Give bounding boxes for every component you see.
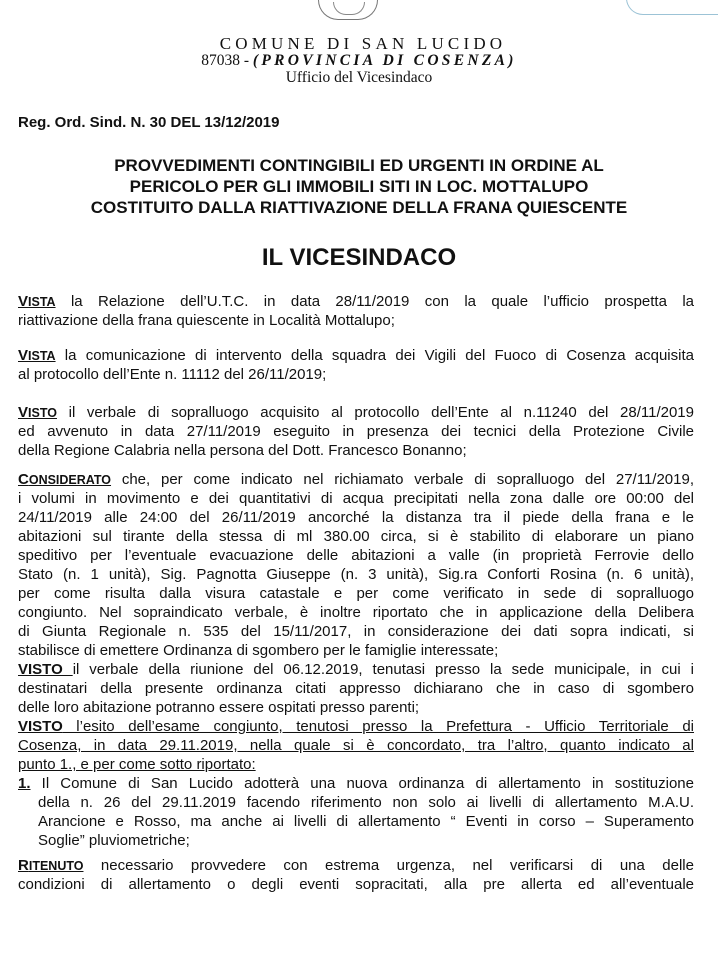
keyword: VISTA xyxy=(18,293,56,310)
list-number: 1. xyxy=(18,775,31,792)
paragraph-line: Stato (n. 1 unità), Sig. Pagnotta Giuseppe (n. 3 unità), Sig.ra Conforti Rosina (n. 6 unità), xyxy=(18,566,694,583)
paragraph-line: VISTA la Relazione dell’U.T.C. in data 28/11/2019 con la quale l’ufficio prospetta la xyxy=(18,293,694,310)
comune-name: COMUNE DI SAN LUCIDO xyxy=(219,34,507,53)
keyword: VISTO xyxy=(18,404,57,421)
paragraph-line: VISTA la comunicazione di intervento della squadra dei Vigili del Fuoco di Cosenza acquisita xyxy=(18,347,694,364)
paragraph-line: speditivo per l’eventuale evacuazione delle abitazioni a valle (in proprietà Ferrovie dello xyxy=(18,547,694,564)
title-line: COSTITUITO DALLA RIATTIVAZIONE DELLA FRANA QUIESCENTE xyxy=(90,198,628,217)
paragraph-line: della Regione Calabria nella persona del Dott. Francesco Bonanno; xyxy=(18,442,467,459)
section-heading: IL VICESINDACO xyxy=(261,244,457,271)
keyword: CONSIDERATO xyxy=(18,471,112,488)
paragraph-line: per come risulta dalla visura catastale e per come verificato in sede di sopralluogo xyxy=(18,585,694,602)
keyword: VISTA xyxy=(18,347,56,364)
title-line: PERICOLO PER GLI IMMOBILI SITI IN LOC. MOTTALUPO xyxy=(129,177,589,196)
paragraph-line: stabilisce di emettere Ordinanza di sgombero per le famiglie interessate; xyxy=(18,642,499,659)
paragraph-line: abitazioni sul tirante della stessa di ml 380.00 circa, si è stabilito di elaborare un piano xyxy=(18,528,694,545)
paragraph-line: delle loro abitazione potranno essere ospitati presso parenti; xyxy=(18,699,420,716)
list-item-line: della n. 26 del 29.11.2019 facendo riferimento non solo ai livelli di allertamento M.A.U. xyxy=(38,794,694,811)
paragraph-line: ed avvenuto in data 27/11/2019 eseguito in presenza dei tecnici della Protezione Civile xyxy=(18,423,694,440)
provincia-name: (PROVINCIA DI COSENZA) xyxy=(252,52,517,69)
keyword: VISTO xyxy=(18,718,63,735)
paragraph-line: punto 1., e per come sotto riportato: xyxy=(18,756,256,773)
document-title xyxy=(0,155,718,218)
paragraph-line: di Giunta Regionale n. 535 del 15/11/2017, in considerazione dei dati sopra indicati, si xyxy=(18,623,694,640)
cap-code: 87038 - xyxy=(201,52,253,69)
paragraph-line: CONSIDERATO che, per come indicato nel richiamato verbale di sopralluogo del 27/11/2019, xyxy=(18,471,694,488)
paragraph-line: 24/11/2019 alle 24:00 del 26/11/2019 ancorché la distanza tra il piede della frana e le xyxy=(18,509,694,526)
title-line: PROVVEDIMENTI CONTINGIBILI ED URGENTI IN ORDINE AL xyxy=(114,156,604,175)
ordinance-reference: Reg. Ord. Sind. N. 30 DEL 13/12/2019 xyxy=(18,114,280,131)
provincia-line xyxy=(0,52,718,70)
paragraph-line: RITENUTO necessario provvedere con estrema urgenza, nel verificarsi di una delle xyxy=(18,857,694,874)
paragraph-line: condizioni di allertamento o degli eventi sopracitati, alla pre allerta ed all’eventuale xyxy=(18,876,694,893)
paragraph-line: i volumi in movimento e dei quantitativi di acqua precipitati nella zona dalle ore 00:00 del xyxy=(18,490,694,507)
paragraph-line: al protocollo dell’Ente n. 11112 del 26/11/2019; xyxy=(18,366,327,383)
paragraph-line: VISTO il verbale di sopralluogo acquisito al protocollo dell’Ente al n.11240 del 28/11/2019 xyxy=(18,404,694,421)
ufficio-name: Ufficio del Vicesindaco xyxy=(285,69,433,86)
list-item-line: 1. Il Comune di San Lucido adotterà una nuova ordinanza di allertamento in sostituzione xyxy=(18,775,694,792)
municipal-crest-icon xyxy=(318,0,378,20)
paragraph-line: Cosenza, in data 29.11.2019, nella quale si è concordato, tra l’altro, quanto indicato al xyxy=(18,737,694,754)
paragraph-line: congiunto. Nel sopraindicato verbale, è inoltre riportato che in applicazione della Delibera xyxy=(18,604,694,621)
keyword: VISTO xyxy=(18,661,73,678)
paragraph-line: riattivazione della frana quiescente in Località Mottalupo; xyxy=(18,312,395,329)
list-item-line: Arancione e Rosso, ma anche ai livelli di allertamento “ Eventi in corso – Superamento xyxy=(38,813,694,830)
paragraph-line: destinatari della presente ordinanza citati appresso dichiarano che in caso di sgombero xyxy=(18,680,694,697)
keyword: RITENUTO xyxy=(18,857,84,874)
stamp-mark-icon xyxy=(626,0,718,15)
paragraph-line: VISTO l’esito dell’esame congiunto, tenutosi presso la Prefettura - Ufficio Territoriale di xyxy=(18,718,694,735)
paragraph-line: VISTO il verbale della riunione del 06.12.2019, tenutasi presso la sede municipale, in cui i xyxy=(18,661,694,678)
list-item-line: Soglie” pluviometriche; xyxy=(38,832,190,849)
